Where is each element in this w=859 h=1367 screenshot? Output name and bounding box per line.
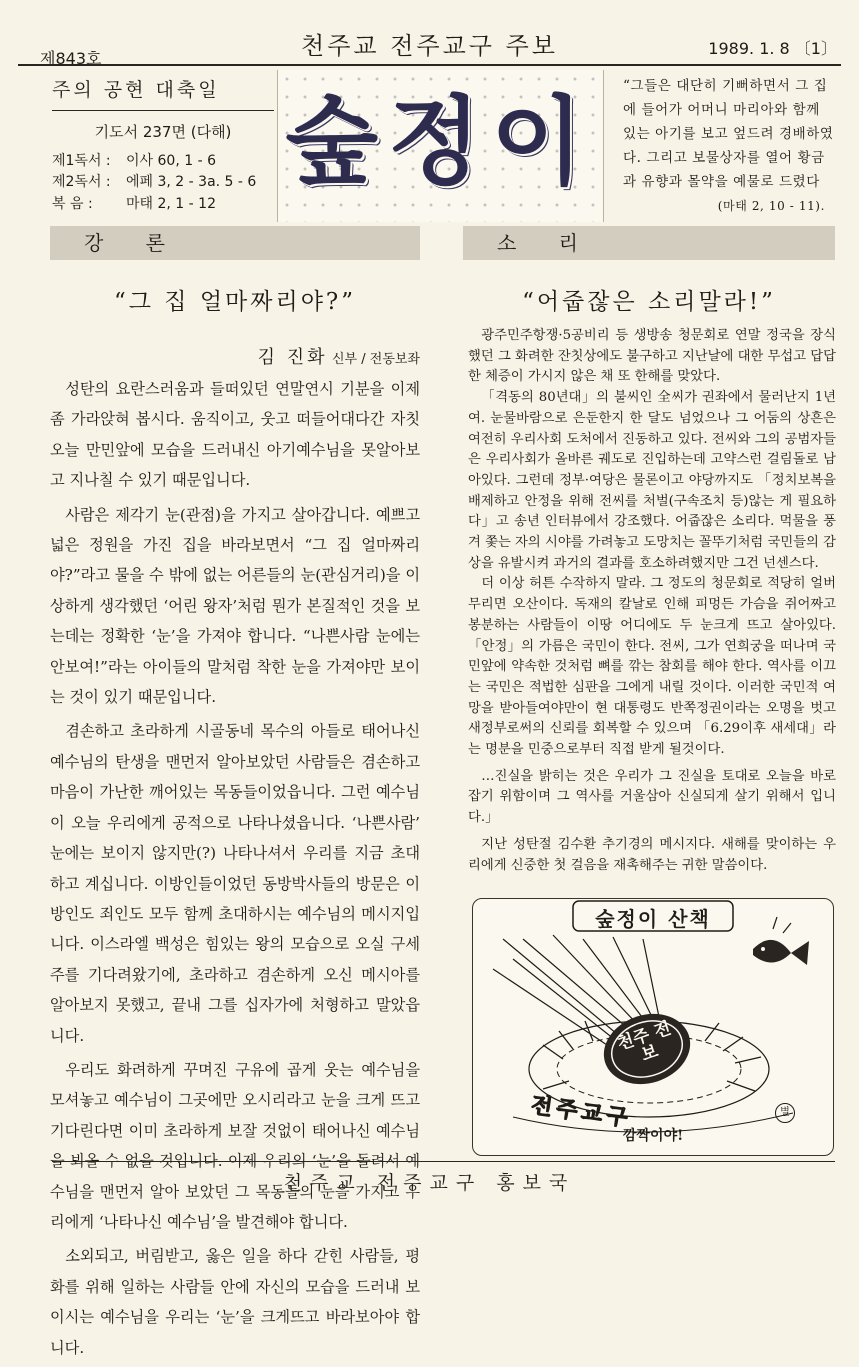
epigraph-text: “그들은 대단히 기뻐하면서 그 집에 들어가 어머니 마리아와 함께 있는 아기를 보고 엎드려 경배하였다. 그리고 보물상자를 열어 황금과 유향과 몰약을 예물로 드렸다 xyxy=(623,78,834,191)
reading-label: 제1독서 : xyxy=(52,152,111,169)
reading-gospel xyxy=(52,194,274,216)
homily-body xyxy=(50,374,420,1367)
artist-signature: 별 xyxy=(775,1103,795,1123)
author-role: 신부 / 전동보좌 xyxy=(332,352,420,367)
issue-number: 제843호 xyxy=(40,49,102,68)
reading-ref: 이사 60, 1 - 6 xyxy=(126,152,216,169)
section-header-homily: 강 론 xyxy=(50,226,420,260)
reading-ref: 마태 2, 1 - 12 xyxy=(126,196,216,213)
stone-label: 천주 전보 xyxy=(614,1018,674,1066)
reading-first xyxy=(52,151,274,173)
cartoon-panel xyxy=(472,898,834,1156)
homily-byline xyxy=(50,343,420,369)
reading-ref: 에페 3, 2 - 3a. 5 - 6 xyxy=(126,174,257,191)
issue-date: 1989. 1. 8 〔1〕 xyxy=(708,39,837,58)
reading-second xyxy=(52,172,274,194)
homily-title: “그 집 얼마짜리야?” xyxy=(114,289,356,315)
bulletin-title: 천주교 전주교구 주보 xyxy=(301,32,558,60)
splash-label: 전주교구 xyxy=(529,1093,633,1132)
homily-paragraph: 성탄의 요란스러움과 들떠있던 연말연시 기분을 이제 좀 가라앉혀 봅시다. 움직이고, 웃고 떠들어대다간 자칫 오늘 만민앞에 모습을 드러내신 아기예수님을 못알아보고 지나칠 수 있기 때문입니다. xyxy=(50,380,420,490)
cartoon-title: 숲정이 산책 xyxy=(595,907,711,931)
prayer-book-ref: 기도서 237면 (다해) xyxy=(94,123,232,142)
editorial-paragraph: 더 이상 허튼 수작하지 말라. 그 정도의 청문회로 적당히 얼버무리면 오산이다. 독재의 칼날로 인해 피멍든 가슴을 쥐어짜고 봉분하는 사람들이 이땅 어디에도 두 눈크게 뜨고 살아있다. 「안정」의 가름은 국민이 한다. 전씨, 그가 연희궁을 떠나며 국민앞에 약속한 것처럼 뼈를 깎는 참회를 해야 한다. 역사를 이끄는 국민은 적법한 심판을 그에게 내릴 것이다. 이러한 국민적 여망을 받아들여야만이 현 대통령도 반쪽정권이라는 오명을 벗고 새정부로써의 신뢰를 회복할 수 있으며 「6.29이후 새세대」라는 명분을 민중으로부터 직접 받게 될것이다. xyxy=(468,576,836,758)
epigraph-source: (마태 2, 10 - 11). xyxy=(717,199,825,214)
editorial-paragraph: 지난 성탄절 김수환 추기경의 메시지다. 새해를 맞이하는 우리에게 신중한 첫 걸음을 재촉해주는 귀한 말씀이다. xyxy=(468,836,836,873)
bulletin-logo: 숲정이 xyxy=(285,86,594,198)
reading-label: 제2독서 : xyxy=(52,174,111,191)
editorial-title: “어줍잖은 소리말라!” xyxy=(522,289,776,315)
section-header-sound: 소 리 xyxy=(463,226,835,260)
top-rule xyxy=(18,64,841,66)
editorial-paragraph: …진실을 밝히는 것은 우리가 그 진실을 토대로 오늘을 바로잡기 위함이며 그 역사를 거울삼아 신실되게 살기 위해서 입니다.」 xyxy=(468,768,836,826)
homily-paragraph: 소외되고, 버림받고, 옳은 일을 하다 갇힌 사람들, 평화를 위해 일하는 사람들 안에 자신의 모습을 드러내 보이시는 예수님을 우리는 ‘눈’을 크게뜨고 바라보아야 합니다. xyxy=(50,1247,420,1357)
epigraph xyxy=(623,74,835,217)
editorial-paragraph: 광주민주항쟁·5공비리 등 생방송 청문회로 연말 정국을 장식했던 그 화려한 잔칫상에도 불구하고 지난날에 대한 무섭고 답답한 체증이 가시지 않은 채 또 한해를 맞았다. xyxy=(468,328,836,385)
homily-paragraph: 사람은 제각기 눈(관점)을 가지고 살아갑니다. 예쁘고 넓은 정원을 가진 집을 바라보면서 “그 집 얼마짜리야?”라고 물을 수 밖에 없는 어른들의 눈(관심거리)을 이상하게 생각했던 ‘어린 왕자’처럼 뭔가 본질적인 것을 보는데는 정확한 ‘눈’을 가져야 합니다. “나쁜사람 눈에는 안보여!”라는 아이들의 말처럼 착한 눈을 가져야만 보이는 것이 있기 때문입니다. xyxy=(50,505,420,707)
editorial-paragraph: 「격동의 80년대」의 불씨인 全씨가 권좌에서 물러난지 1년여. 눈물바람으로 은둔한지 한 달도 넘었으나 그 어둠의 상흔은 여전히 우리사회 도처에서 진동하고 있다. 전씨와 그의 공범자들은 우리사회가 올바른 궤도로 진입하는데 고약스런 걸림돌로 남아있다. 그런데 정부·여당은 물론이고 야당까지도 「정치보복을 배제하고 안정을 위해 전씨를 처벌(구속조치 등)않는 게 필요하다」고 송년 인터뷰에서 강조했다. 어줍잖은 소리다. 먹물을 풍겨 쫓는 자의 시야를 가려놓고 도망치는 꼴뚜기처럼 국민들의 감상을 유발시켜 과거의 결과를 호소하려했지만 그건 넌센스다. xyxy=(468,390,836,571)
feast-title: 주의 공현 대축일 xyxy=(52,76,274,111)
reading-label: 복 음 : xyxy=(52,196,93,213)
bottom-rule xyxy=(52,1161,835,1162)
homily-paragraph: 겸손하고 초라하게 시골동네 목수의 아들로 태어나신 예수님의 탄생을 맨먼저 알아보았던 사람들은 겸손하고 마음이 가난한 깨어있는 목동들이었읍니다. 그런 예수님이 오늘 우리에게 공적으로 나타나셨읍니다. ‘나쁜사람’ 눈에는 보이지 않지만(?) 나타나셔서 우리를 지금 초대하고 계십니다. 이방인들이었던 동방박사들의 방문은 이방인도 죄인도 모두 함께 초대하시는 예수님의 메시지입니다. 이스라엘 백성은 힘있는 왕의 모습으로 오실 구세주를 기다려왔기에, 초라하고 겸손하게 오신 메시아를 알아보지 못했고, 끝내 그를 십자가에 처형하고 말았읍니다. xyxy=(50,722,420,1045)
cartoon-caption: 깜짝이야! xyxy=(623,1128,684,1144)
publisher-footer: 천주교 전주교구 홍보국 xyxy=(283,1172,576,1194)
editorial-body xyxy=(468,326,836,876)
readings-box xyxy=(52,76,274,216)
author-name: 김 진화 xyxy=(257,347,328,368)
homily-paragraph: 우리도 화려하게 꾸며진 구유에 곱게 웃는 예수님을 모셔놓고 예수님이 그곳에만 오시리라고 눈을 크게 뜨고 기다린다면 이미 초라하게 보잘 것없이 태어나신 예수님을 뵈올 수 없을 것입니다. 이제 우리의 ‘눈’을 돌려서 예수님을 맨먼저 알아 보았던 그 목동들의 눈을 가지고 우리에게 ‘나타나신 예수님’을 발견해야 합니다. xyxy=(50,1060,420,1231)
